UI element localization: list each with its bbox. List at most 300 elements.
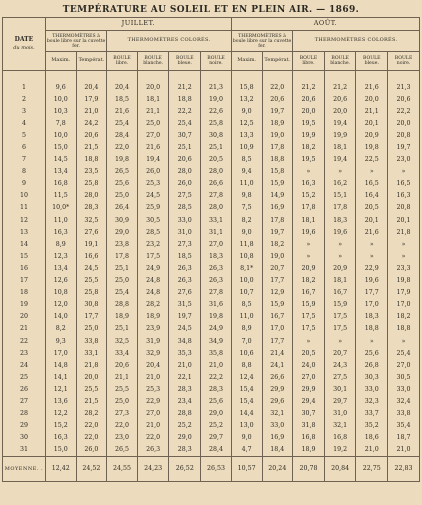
value-cell: 30,7	[293, 408, 325, 420]
day-cell: 27	[3, 395, 46, 407]
value-cell: 21,3	[201, 81, 232, 93]
value-cell: 15,9	[262, 299, 293, 311]
value-cell: 25,4	[388, 347, 420, 359]
table-row	[3, 105, 420, 117]
month-header-august: AOÛT.	[231, 18, 419, 31]
value-cell: 13,4	[45, 166, 76, 178]
value-cell: 24,3	[324, 359, 356, 371]
value-cell: 22,9	[356, 262, 388, 274]
value-cell: 26,4	[107, 202, 138, 214]
day-cell: 6	[3, 141, 46, 153]
value-cell: 10,0*	[45, 202, 76, 214]
value-cell: 9,6	[45, 81, 76, 93]
value-cell: 23,2	[137, 238, 169, 250]
value-cell: 21,4	[262, 347, 293, 359]
value-cell: 23,3	[388, 262, 420, 274]
value-cell: 17,8	[107, 250, 138, 262]
value-cell: 21,0	[201, 359, 232, 371]
value-cell: 26,6	[201, 178, 232, 190]
value-cell: 33,7	[356, 408, 388, 420]
value-cell: 27,5	[324, 371, 356, 383]
table-row	[3, 190, 420, 202]
moyenne-cell: 24,52	[76, 456, 107, 481]
value-cell: 19,5	[293, 154, 325, 166]
value-cell: 19,1	[76, 238, 107, 250]
table-row	[3, 93, 420, 105]
value-cell: 18,2	[293, 141, 325, 153]
moyenne-cell: 20,84	[324, 456, 356, 481]
value-cell: 31,8	[293, 420, 325, 432]
value-cell: 26,3	[169, 262, 201, 274]
value-cell: 33,4	[107, 347, 138, 359]
value-cell: 25,5	[107, 383, 138, 395]
value-cell: 22,0	[137, 432, 169, 444]
value-cell: 28,4	[107, 129, 138, 141]
value-cell: 25,8	[201, 117, 232, 129]
value-cell: 20,5	[293, 347, 325, 359]
value-cell: 14,1	[45, 371, 76, 383]
value-cell: 20,0	[76, 371, 107, 383]
value-cell: 21,0	[356, 444, 388, 457]
value-cell: 29,0	[169, 432, 201, 444]
value-cell: 32,3	[356, 395, 388, 407]
table-row	[3, 395, 420, 407]
table-row	[3, 359, 420, 371]
sub-header-boule-bleue-july: BOULE bleue.	[169, 52, 201, 71]
value-cell: 21,3	[388, 81, 420, 93]
table-row	[3, 250, 420, 262]
value-cell: 28,3	[169, 444, 201, 457]
value-cell: 25,6	[201, 395, 232, 407]
value-cell: 8,1*	[231, 262, 262, 274]
value-cell: 27,3	[169, 238, 201, 250]
value-cell: 25,8	[76, 287, 107, 299]
value-cell: 21,0	[137, 371, 169, 383]
value-cell: 28,3	[76, 202, 107, 214]
value-cell: 20,4	[107, 81, 138, 93]
moyenne-label: MOYENNE. .	[3, 456, 46, 481]
value-cell: 18,2	[293, 275, 325, 287]
moyenne-cell: 26,52	[169, 456, 201, 481]
day-cell: 13	[3, 226, 46, 238]
value-cell: 13,0	[231, 420, 262, 432]
value-cell: 15,0	[45, 444, 76, 457]
value-cell: 33,0	[356, 383, 388, 395]
value-cell: 30,8	[201, 129, 232, 141]
value-cell: 32,5	[107, 335, 138, 347]
value-cell: 19,0	[262, 250, 293, 262]
value-cell: 20,1	[356, 214, 388, 226]
table-body	[3, 71, 420, 457]
value-cell: 22,2	[201, 371, 232, 383]
day-cell: 8	[3, 166, 46, 178]
day-cell: 4	[3, 117, 46, 129]
value-cell: 21,0	[169, 359, 201, 371]
value-cell: 25,6	[107, 178, 138, 190]
value-cell: 16,3	[293, 178, 325, 190]
value-cell: 28,8	[169, 408, 201, 420]
value-cell: 19,8	[201, 311, 232, 323]
value-cell: 7,0	[231, 335, 262, 347]
table-row	[3, 420, 420, 432]
value-cell: 9,4	[231, 166, 262, 178]
value-cell: 10,6	[231, 347, 262, 359]
value-cell: »	[388, 335, 420, 347]
value-cell: 27,0	[201, 238, 232, 250]
day-cell: 5	[3, 129, 46, 141]
value-cell: 25,1	[107, 262, 138, 274]
value-cell: »	[388, 166, 420, 178]
value-cell: 17,0	[388, 299, 420, 311]
day-cell: 18	[3, 287, 46, 299]
value-cell: 35,3	[169, 347, 201, 359]
value-cell: 33,1	[201, 214, 232, 226]
value-cell: 18,2	[262, 238, 293, 250]
value-cell: 32,1	[324, 420, 356, 432]
sub-header-boule-libre-july: BOULE libre.	[107, 52, 138, 71]
value-cell: 9,3	[45, 335, 76, 347]
value-cell: »	[324, 335, 356, 347]
value-cell: 19,4	[324, 154, 356, 166]
value-cell: 25,4	[169, 117, 201, 129]
value-cell: 15,2	[293, 190, 325, 202]
value-cell: 27,6	[169, 287, 201, 299]
value-cell: 17,8	[324, 202, 356, 214]
value-cell: »	[293, 250, 325, 262]
value-cell: 24,8	[137, 275, 169, 287]
value-cell: 20,0	[293, 105, 325, 117]
value-cell: 14,4	[231, 408, 262, 420]
value-cell: 24,5	[137, 190, 169, 202]
table-row	[3, 408, 420, 420]
day-cell: 28	[3, 408, 46, 420]
table-row	[3, 444, 420, 457]
value-cell: 26,3	[201, 262, 232, 274]
value-cell: 25,1	[169, 141, 201, 153]
value-cell: 20,9	[324, 262, 356, 274]
value-cell: »	[356, 166, 388, 178]
value-cell: 27,8	[201, 287, 232, 299]
value-cell: 25,3	[137, 383, 169, 395]
value-cell: 25,5	[76, 275, 107, 287]
value-cell: 7,8	[45, 117, 76, 129]
value-cell: 14,9	[262, 190, 293, 202]
value-cell: 33,0	[388, 383, 420, 395]
table-row	[3, 311, 420, 323]
value-cell: 12,6	[45, 275, 76, 287]
value-cell: 20,6	[293, 93, 325, 105]
value-cell: 12,4	[231, 371, 262, 383]
thermo-group-header-august: THERMOMÈTRES à boule libre sur la cuvette fer.	[231, 31, 292, 52]
value-cell: 32,5	[76, 214, 107, 226]
moyenne-cell: 20,24	[262, 456, 293, 481]
value-cell: 19,0	[201, 93, 232, 105]
value-cell: »	[293, 238, 325, 250]
value-cell: 18,8	[262, 154, 293, 166]
sub-header-temperat-july: Températ.	[76, 52, 107, 71]
value-cell: 28,0	[201, 166, 232, 178]
value-cell: 8,5	[231, 154, 262, 166]
value-cell: 30,3	[356, 371, 388, 383]
value-cell: 16,3	[388, 190, 420, 202]
value-cell: 21,6	[137, 141, 169, 153]
value-cell: »	[356, 335, 388, 347]
day-cell: 9	[3, 178, 46, 190]
value-cell: 20,6	[76, 129, 107, 141]
value-cell: 29,7	[201, 432, 232, 444]
value-cell: 20,1	[388, 214, 420, 226]
value-cell: 33,8	[76, 335, 107, 347]
value-cell: 25,1	[201, 141, 232, 153]
value-cell: »	[324, 238, 356, 250]
value-cell: 21,5	[76, 395, 107, 407]
value-cell: 16,7	[324, 287, 356, 299]
value-cell: 17,7	[356, 287, 388, 299]
value-cell: 19,7	[169, 311, 201, 323]
value-cell: 17,5	[293, 311, 325, 323]
value-cell: 7,5	[231, 202, 262, 214]
value-cell: 25,0	[76, 323, 107, 335]
value-cell: 20,6	[262, 93, 293, 105]
value-cell: 17,9	[76, 93, 107, 105]
value-cell: 16,3	[45, 226, 76, 238]
value-cell: 28,3	[169, 383, 201, 395]
value-cell: 25,4	[107, 287, 138, 299]
value-cell: 21,0	[137, 420, 169, 432]
value-cell: »	[388, 238, 420, 250]
table-row	[3, 166, 420, 178]
day-cell: 31	[3, 444, 46, 457]
value-cell: 18,1	[324, 275, 356, 287]
moyenne-cell: 22,83	[388, 456, 420, 481]
value-cell: 19,4	[137, 154, 169, 166]
value-cell: 22,2	[169, 105, 201, 117]
value-cell: »	[356, 238, 388, 250]
value-cell: 22,6	[201, 105, 232, 117]
day-cell: 24	[3, 359, 46, 371]
value-cell: 17,5	[324, 311, 356, 323]
value-cell: 11,0	[231, 178, 262, 190]
value-cell: 13,3	[231, 129, 262, 141]
value-cell: 18,1	[324, 141, 356, 153]
value-cell: 15,4	[231, 383, 262, 395]
table-row	[3, 383, 420, 395]
value-cell: 24,5	[169, 323, 201, 335]
value-cell: 9,8	[231, 190, 262, 202]
value-cell: »	[388, 250, 420, 262]
day-cell: 12	[3, 214, 46, 226]
value-cell: 19,8	[107, 154, 138, 166]
value-cell: 24,1	[262, 359, 293, 371]
value-cell: 20,6	[107, 359, 138, 371]
day-cell: 15	[3, 250, 46, 262]
value-cell: 28,0	[201, 202, 232, 214]
value-cell: 12,9	[262, 287, 293, 299]
day-cell: 19	[3, 299, 46, 311]
value-cell: 8,8	[231, 359, 262, 371]
value-cell: 23,0	[107, 432, 138, 444]
table-row	[3, 371, 420, 383]
spacer-row	[3, 71, 420, 82]
value-cell: 25,4	[107, 117, 138, 129]
day-cell: 14	[3, 238, 46, 250]
value-cell: 10,8	[231, 250, 262, 262]
value-cell: 30,5	[137, 214, 169, 226]
value-cell: 23,4	[169, 395, 201, 407]
value-cell: 26,5	[107, 166, 138, 178]
value-cell: 21,1	[107, 371, 138, 383]
value-cell: 10,3	[45, 105, 76, 117]
table-row	[3, 81, 420, 93]
value-cell: 15,0	[45, 141, 76, 153]
value-cell: 19,4	[324, 117, 356, 129]
value-cell: 22,0	[107, 420, 138, 432]
value-cell: 27,5	[169, 190, 201, 202]
value-cell: »	[293, 335, 325, 347]
table-row	[3, 432, 420, 444]
day-cell: 21	[3, 323, 46, 335]
value-cell: 25,0	[107, 190, 138, 202]
colored-group-header-july: THERMOMÈTRES COLORÉS.	[107, 31, 232, 52]
day-cell: 17	[3, 275, 46, 287]
value-cell: 15,4	[231, 395, 262, 407]
value-cell: 20,6	[388, 93, 420, 105]
table-row	[3, 275, 420, 287]
value-cell: 20,0	[388, 117, 420, 129]
value-cell: 28,3	[201, 383, 232, 395]
value-cell: 25,0	[137, 117, 169, 129]
value-cell: 17,5	[137, 250, 169, 262]
value-cell: 18,9	[107, 311, 138, 323]
value-cell: 21,6	[356, 81, 388, 93]
day-cell: 30	[3, 432, 46, 444]
value-cell: 32,1	[262, 408, 293, 420]
value-cell: 16,8	[293, 432, 325, 444]
value-cell: 18,8	[388, 323, 420, 335]
value-cell: 25,3	[137, 178, 169, 190]
value-cell: 24,2	[76, 117, 107, 129]
value-cell: 33,8	[388, 408, 420, 420]
value-cell: 34,9	[201, 335, 232, 347]
value-cell: 31,9	[137, 335, 169, 347]
value-cell: 8,2	[45, 323, 76, 335]
value-cell: 18,8	[76, 154, 107, 166]
value-cell: 25,8	[76, 178, 107, 190]
table-row	[3, 238, 420, 250]
value-cell: 22,9	[137, 395, 169, 407]
value-cell: 16,6	[76, 250, 107, 262]
value-cell: 18,9	[293, 444, 325, 457]
sub-header-boule-noire-july: BOULE noire.	[201, 52, 232, 71]
value-cell: 35,8	[201, 347, 232, 359]
moyenne-cell: 24,23	[137, 456, 169, 481]
value-cell: 11,0	[231, 311, 262, 323]
table-row	[3, 226, 420, 238]
value-cell: 20,5	[201, 154, 232, 166]
value-cell: »	[356, 250, 388, 262]
value-cell: 8,9	[231, 323, 262, 335]
day-cell: 22	[3, 335, 46, 347]
value-cell: 22,0	[262, 81, 293, 93]
table-row	[3, 347, 420, 359]
value-cell: 18,1	[293, 214, 325, 226]
value-cell: »	[324, 250, 356, 262]
moyenne-cell: 12,42	[45, 456, 76, 481]
value-cell: 15,2	[45, 420, 76, 432]
value-cell: 9,0	[231, 226, 262, 238]
value-cell: 10,0	[45, 93, 76, 105]
value-cell: 17,0	[356, 299, 388, 311]
value-cell: 18,5	[169, 250, 201, 262]
value-cell: 18,7	[388, 432, 420, 444]
day-cell: 20	[3, 311, 46, 323]
value-cell: 22,0	[76, 432, 107, 444]
day-cell: 11	[3, 202, 46, 214]
value-cell: 33,1	[76, 347, 107, 359]
value-cell: 14,0	[45, 311, 76, 323]
value-cell: 17,7	[262, 335, 293, 347]
day-cell: 29	[3, 420, 46, 432]
value-cell: 21,0	[76, 105, 107, 117]
sub-header-maxim-august: Maxim.	[231, 52, 262, 71]
value-cell: 27,3	[107, 408, 138, 420]
value-cell: 25,0	[107, 275, 138, 287]
value-cell: 18,4	[262, 444, 293, 457]
value-cell: 12,0	[45, 299, 76, 311]
day-cell: 3	[3, 105, 46, 117]
value-cell: 12,2	[45, 408, 76, 420]
table-row	[3, 154, 420, 166]
value-cell: 24,9	[201, 323, 232, 335]
value-cell: 15,1	[324, 190, 356, 202]
value-cell: 16,8	[45, 178, 76, 190]
value-cell: 19,7	[388, 141, 420, 153]
sub-header-temperat-august: Températ.	[262, 52, 293, 71]
value-cell: 21,6	[356, 226, 388, 238]
value-cell: 28,0	[169, 166, 201, 178]
sub-header-maxim-july: Maxim.	[45, 52, 76, 71]
value-cell: 11,0	[45, 214, 76, 226]
value-cell: 29,4	[293, 395, 325, 407]
value-cell: 19,8	[356, 141, 388, 153]
value-cell: 27,8	[201, 190, 232, 202]
day-cell: 23	[3, 347, 46, 359]
value-cell: 15,9	[324, 299, 356, 311]
value-cell: 31,5	[169, 299, 201, 311]
value-cell: 25,1	[107, 323, 138, 335]
value-cell: 17,0	[262, 323, 293, 335]
value-cell: 14,5	[45, 154, 76, 166]
table-row	[3, 335, 420, 347]
value-cell: 28,4	[201, 444, 232, 457]
value-cell: 30,7	[169, 129, 201, 141]
value-cell: 25,0	[107, 395, 138, 407]
day-cell: 7	[3, 154, 46, 166]
value-cell: 21,2	[293, 81, 325, 93]
value-cell: 16,9	[262, 202, 293, 214]
value-cell: 20,8	[388, 129, 420, 141]
value-cell: »	[293, 166, 325, 178]
value-cell: 17,8	[262, 214, 293, 226]
value-cell: 23,8	[107, 238, 138, 250]
value-cell: 25,9	[137, 202, 169, 214]
value-cell: 17,8	[293, 202, 325, 214]
value-cell: 16,4	[356, 190, 388, 202]
moyenne-row	[3, 456, 420, 481]
value-cell: 26,8	[356, 359, 388, 371]
value-cell: 9,0	[231, 105, 262, 117]
value-cell: 24,5	[76, 262, 107, 274]
